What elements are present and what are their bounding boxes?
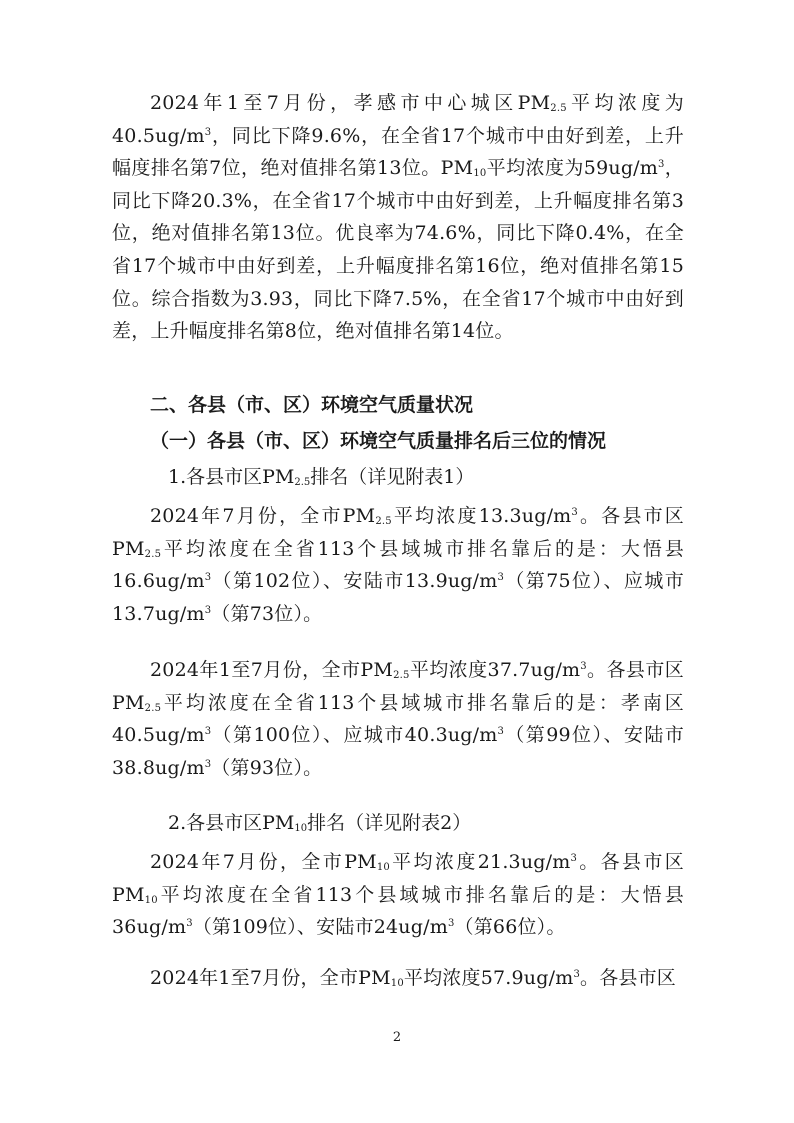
superscript: 3 (497, 572, 505, 584)
paragraph-pm10-july (112, 846, 684, 944)
text-run: （第99位）、安陆市38.8ug/m (112, 724, 684, 779)
subscript: 10 (376, 862, 390, 873)
text-run: 2024年1至7月份，孝感市中心城区PM (150, 92, 551, 114)
subsection-heading-bottom-three: （一）各县（市、区）环境空气质量排名后三位的情况 (150, 430, 607, 452)
text-run: 平均浓度为40.5ug/m (112, 92, 684, 147)
text-run: 平均浓度13.3ug/m (391, 505, 572, 527)
text-run: 2.各县市区PM (168, 812, 295, 834)
subscript: 10 (473, 168, 487, 180)
text-run: ，同比下降20.3%，在全省17个城市中由好到差，上升幅度排名第3位，绝对值排名第13位。优良率为74.6%，同比下降0.4%，在全省17个城市中由好到差，上升幅度排名第16位，绝对值排名第15位。综合指数为3.93，同比下降7.5%，在全省17个城市中由好到差，上升幅度排名第8位，绝对值排名第14位。 (112, 157, 684, 343)
subscript: 10 (294, 823, 308, 834)
item-heading-pm25-ranking (168, 462, 474, 489)
superscript: 3 (204, 572, 212, 584)
text-run: （第66位）。 (454, 916, 566, 939)
superscript: 3 (658, 159, 665, 171)
subscript: 2.5 (144, 702, 162, 714)
superscript: 3 (204, 758, 212, 770)
text-run: 平均浓度在全省113个县域城市排名靠后的是：大悟县16.6ug/m (112, 537, 684, 593)
text-run: （第102位）、安陆市13.9ug/m (211, 570, 498, 593)
text-run: 2024年7月份，全市PM (150, 505, 376, 527)
text-run: 2024年1至7月份，全市PM (150, 659, 394, 681)
text-run: 2024年1至7月份，全市PM (150, 967, 391, 989)
superscript: 3 (447, 918, 455, 930)
superscript: 3 (570, 853, 578, 864)
page-number: 2 (392, 1030, 402, 1045)
superscript: 3 (204, 126, 212, 138)
superscript: 3 (204, 604, 212, 616)
text-run: （第93位）。 (211, 756, 323, 779)
paragraph-pm25-jan-jul (112, 654, 684, 784)
paragraph-pm10-jan-jul (112, 962, 684, 995)
text-run: （第75位）、应城市13.7ug/m (112, 570, 684, 625)
text-run: 平均浓度在全省113个县域城市排名靠后的是：孝南区40.5ug/m (112, 691, 684, 747)
subscript: 2.5 (550, 103, 567, 114)
text-run: 。各县市区 (580, 967, 677, 989)
superscript: 3 (580, 661, 587, 672)
text-run: 平均浓度37.7ug/m (409, 659, 581, 681)
superscript: 3 (571, 507, 578, 518)
section-heading-county-air-quality: 二、各县（市、区）环境空气质量状况 (150, 394, 474, 416)
subscript: 2.5 (144, 548, 162, 560)
superscript: 3 (573, 969, 580, 980)
text-run: 2024年7月份，全市PM (150, 851, 377, 873)
text-run: 。各县市区PM (112, 505, 684, 560)
superscript: 3 (204, 726, 212, 738)
text-run: 。各县市区PM (112, 659, 684, 714)
subscript: 2.5 (393, 670, 410, 681)
paragraph-pm25-july (112, 500, 684, 630)
superscript: 3 (497, 726, 505, 738)
text-run: 1.各县市区PM (168, 466, 295, 488)
text-run: （第109位）、安陆市24ug/m (192, 916, 448, 939)
item-heading-pm10-ranking (168, 808, 471, 835)
text-run: 排名（详见附表1） (310, 466, 475, 488)
text-run: 平均浓度在全省113个县域城市排名靠后的是：大悟县36ug/m (112, 883, 684, 939)
text-run: ，同比下降9.6%，在全省17个城市中由好到差，上升幅度排名第7位，绝对值排名第13位。PM (112, 124, 684, 180)
text-run: 。各县市区PM (112, 851, 684, 906)
text-run: （第73位）。 (211, 602, 323, 625)
text-run: 排名（详见附表2） (307, 812, 472, 834)
text-run: 平均浓度57.9ug/m (403, 967, 574, 989)
subscript: 10 (390, 978, 404, 989)
subscript: 2.5 (294, 477, 311, 488)
paragraph-city-center-summary (112, 87, 684, 348)
superscript: 3 (186, 918, 193, 930)
text-run: 平均浓度为59ug/m (486, 157, 658, 180)
text-run: （第100位）、应城市40.3ug/m (211, 724, 498, 747)
text-run: 平均浓度21.3ug/m (389, 851, 571, 873)
subscript: 2.5 (375, 516, 392, 527)
subscript: 10 (144, 894, 158, 906)
